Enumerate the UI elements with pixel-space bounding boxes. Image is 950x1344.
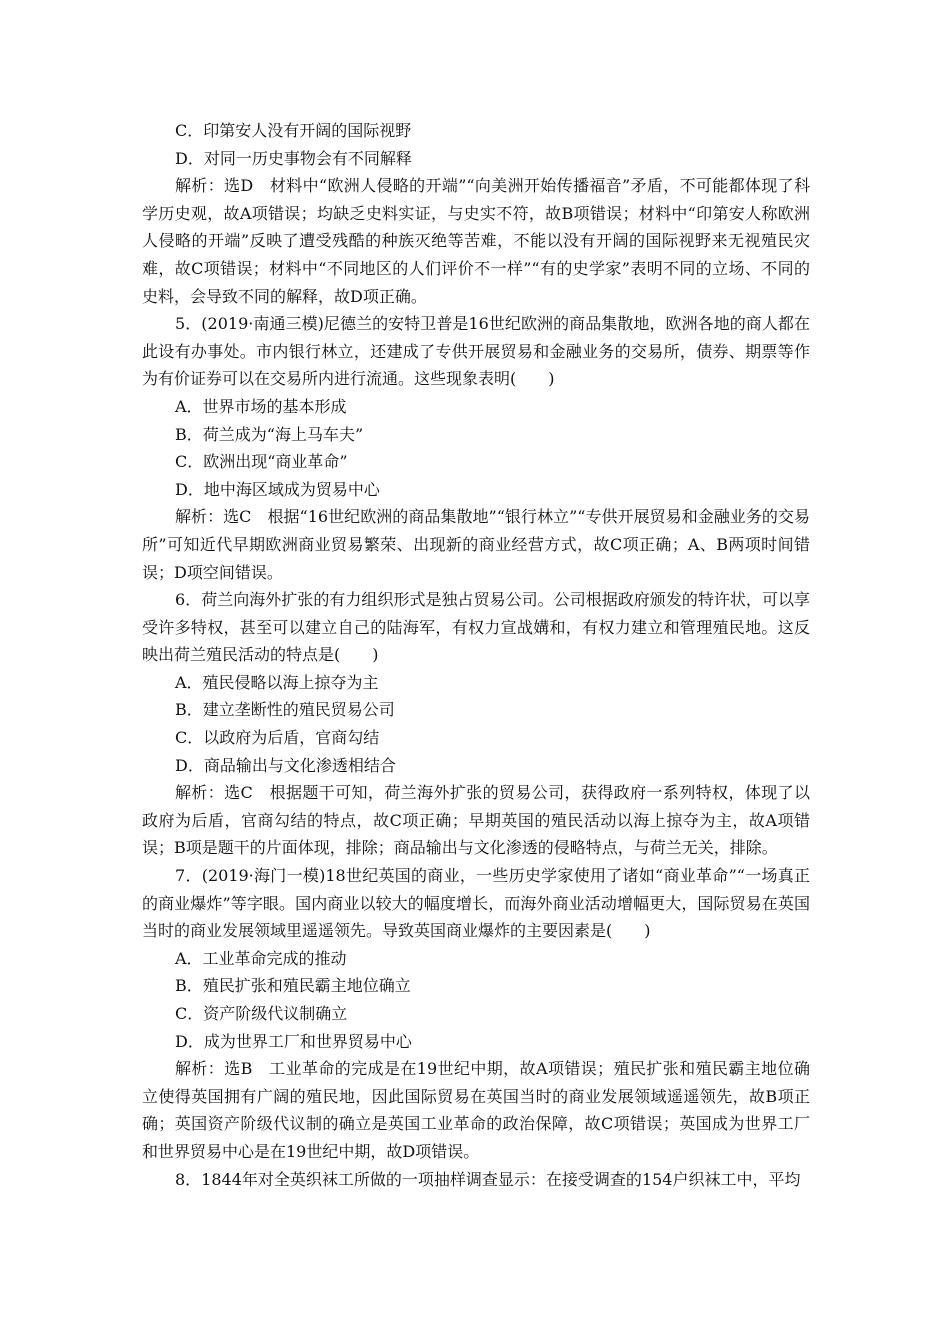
- q6-option-c: C．以政府为后盾，官商勾结: [175, 728, 380, 748]
- q5-option-b: B．荷兰成为“海上马车夫”: [175, 424, 364, 444]
- q5-option-d: D．地中海区域成为贸易中心: [175, 479, 380, 499]
- q7-option-a: A．工业革命完成的推动: [175, 948, 347, 968]
- q6-option-b: B．建立垄断性的殖民贸易公司: [175, 700, 395, 720]
- q6-analysis: 解析：选C 根据题干可知，荷兰海外扩张的贸易公司，获得政府一系列特权，体现了以政府为后盾，官商勾结的特点，故C项正确；早期英国的殖民活动以海上掠夺为主，故A项错误；B项是题干的片面体现，排除；商品输出与文化渗透的侵略特点，与荷兰无关，排除。: [142, 783, 810, 858]
- q6-option-d: D．商品输出与文化渗透相结合: [175, 755, 396, 775]
- q5-option-c: C．欧洲出现“商业革命”: [175, 452, 348, 472]
- page-content: [142, 117, 810, 1193]
- q4-analysis: 解析：选D 材料中“欧洲人侵略的开端”“向美洲开始传播福音”矛盾，不可能都体现了科学历史观，故A项错误；均缺乏史料实证，与史实不符，故B项错误；材料中“印第安人称欧洲人侵略的开端”反映了遭受残酷的种族灭绝等苦难，不能以没有开阔的国际视野来无视殖民灾难，故C项错误；材料中“不同地区的人们评价不一样”“有的史学家”表明不同的立场、不同的史料，会导致不同的解释，故D项正确。: [142, 176, 810, 306]
- q8-stem: 8．1844年对全英织袜工所做的一项抽样调查显示：在接受调查的154户织袜工中，平均: [175, 1169, 801, 1189]
- q5-option-a: A．世界市场的基本形成: [175, 396, 347, 416]
- q7-option-b: B．殖民扩张和殖民霸主地位确立: [175, 976, 411, 996]
- q7-stem: 7．(2019·海门一模)18世纪英国的商业，一些历史学家使用了诸如“商业革命”“一场真正的商业爆炸”等字眼。国内商业以较大的幅度增长，而海外商业活动增幅更大，国际贸易在英国当时的商业发展领域里遥遥领先。导致英国商业爆炸的主要因素是( ): [142, 866, 810, 941]
- q6-option-a: A．殖民侵略以海上掠夺为主: [175, 672, 379, 692]
- q4-option-d: D．对同一历史事物会有不同解释: [175, 148, 412, 168]
- q6-stem: 6．荷兰向海外扩张的有力组织形式是独占贸易公司。公司根据政府颁发的特许状，可以享受许多特权，甚至可以建立自己的陆海军，有权力宣战媾和，有权力建立和管理殖民地。这反映出荷兰殖民活动的特点是( ): [142, 590, 810, 665]
- q7-option-c: C．资产阶级代议制确立: [175, 1004, 348, 1023]
- q5-stem: 5．(2019·南通三模)尼德兰的安特卫普是16世纪欧洲的商品集散地，欧洲各地的商人都在此设有办事处。市内银行林立，还建成了专供开展贸易和金融业务的交易所，债券、期票等作为有价证券可以在交易所内进行流通。这些现象表明( ): [142, 314, 810, 389]
- q4-option-c: C．印第安人没有开阔的国际视野: [175, 121, 412, 140]
- q7-analysis: 解析：选B 工业革命的完成是在19世纪中期，故A项错误；殖民扩张和殖民霸主地位确立使得英国拥有广阔的殖民地，因此国际贸易在英国当时的商业发展领域遥遥领先，故B项正确；英国资产阶级代议制的确立是英国工业革命的政治保障，故C项错误；英国成为世界工厂和世界贸易中心是在19世纪中期，故D项错误。: [142, 1059, 810, 1161]
- q5-analysis: 解析：选C 根据“16世纪欧洲的商品集散地”“银行林立”“专供开展贸易和金融业务的交易所”可知近代早期欧洲商业贸易繁荣、出现新的商业经营方式，故C项正确；A、B两项时间错误；D项空间错误。: [142, 507, 810, 582]
- q7-option-d: D．成为世界工厂和世界贸易中心: [175, 1031, 412, 1051]
